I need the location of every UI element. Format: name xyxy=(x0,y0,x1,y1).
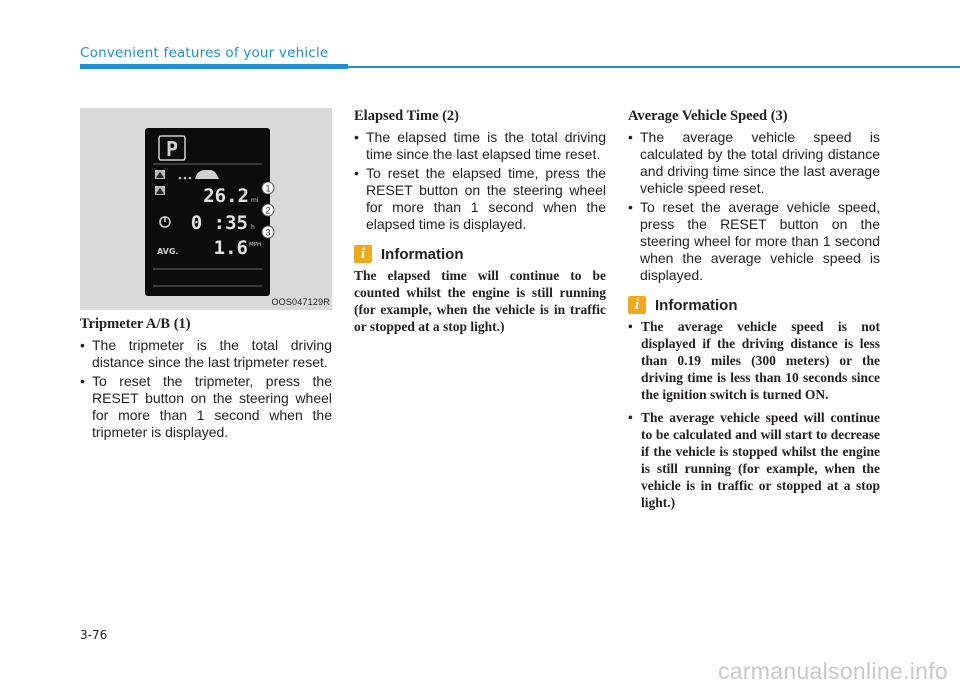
information-header xyxy=(628,296,880,314)
tripmeter-heading: Tripmeter A/B (1) xyxy=(80,316,191,332)
callout-3 xyxy=(262,226,274,238)
elapsed-time-heading: Elapsed Time (2) xyxy=(354,108,460,124)
page-number: 3-76 xyxy=(80,628,108,642)
tripmeter-section xyxy=(80,316,332,443)
list-item: • The average vehicle speed will continue to be calculated and will start to decrease if the vehicle is stopped whilst the engine is still running (for example, when the vehicle is in traffic or stopped at a stop light.) xyxy=(628,409,880,511)
trip-distance-unit: mi xyxy=(251,197,259,204)
info-icon: i xyxy=(628,296,646,314)
avg-speed-unit: MPH xyxy=(249,242,262,248)
list-item: • The average vehicle speed is calculated by the total driving distance and driving time since the last average vehicle speed reset. xyxy=(628,129,880,197)
elapsed-time-unit: h xyxy=(251,224,255,231)
callout-1 xyxy=(262,182,274,194)
header-rule-thin xyxy=(348,66,960,68)
list-item: • The elapsed time is the total driving time since the last elapsed time reset. xyxy=(354,129,606,163)
elapsed-time-section xyxy=(354,108,606,335)
information-title: Information xyxy=(655,296,738,314)
elapsed-time-bullet-list xyxy=(354,129,606,233)
elapsed-time-value: 0 :35 xyxy=(190,212,248,234)
svg-text:2: 2 xyxy=(265,205,271,216)
information-header xyxy=(354,245,606,263)
callout-2 xyxy=(262,204,274,216)
information-bullet-list xyxy=(628,318,880,511)
gear-indicator: P xyxy=(165,137,179,161)
list-item: • To reset the elapsed time, press the RESET button on the steering wheel for more than 1 second when the elapsed time is displayed. xyxy=(354,165,606,233)
svg-text:1: 1 xyxy=(265,183,271,194)
list-item: • The tripmeter is the total driving distance since the last tripmeter reset. xyxy=(80,337,332,371)
header-rule-thick xyxy=(80,64,348,69)
tripmeter-bullet-list xyxy=(80,337,332,441)
information-text: The elapsed time will continue to be counted whilst the engine is still running (for example, when the vehicle is in traffic or stopped at a stop light.) xyxy=(354,268,606,334)
section-header-title: Convenient features of your vehicle xyxy=(80,45,329,61)
average-speed-bullet-list xyxy=(628,129,880,284)
cluster-figure xyxy=(80,108,332,310)
trip-distance-value: 26.2 xyxy=(203,185,249,207)
svg-text:3: 3 xyxy=(265,227,271,238)
callout-layer xyxy=(80,108,332,310)
avg-label: AVG. xyxy=(157,247,179,256)
average-speed-section xyxy=(628,108,880,517)
average-speed-heading: Average Vehicle Speed (3) xyxy=(628,108,788,124)
watermark: carmanualsonline.info xyxy=(717,658,948,684)
information-title: Information xyxy=(381,245,464,263)
info-icon: i xyxy=(354,245,372,263)
avg-speed-value: 1.6 xyxy=(213,237,248,259)
list-item: • The average vehicle speed is not displayed if the driving distance is less than 0.19 miles (300 meters) or the driving time is less than 10 seconds since the ignition switch is turned ON. xyxy=(628,318,880,403)
list-item: • To reset the tripmeter, press the RESET button on the steering wheel for more than 1 second when the tripmeter is displayed. xyxy=(80,373,332,441)
figure-code: OOS047129R xyxy=(271,297,330,307)
list-item: • To reset the average vehicle speed, press the RESET button on the steering wheel for more than 1 second when the average vehicle speed is displayed. xyxy=(628,199,880,284)
